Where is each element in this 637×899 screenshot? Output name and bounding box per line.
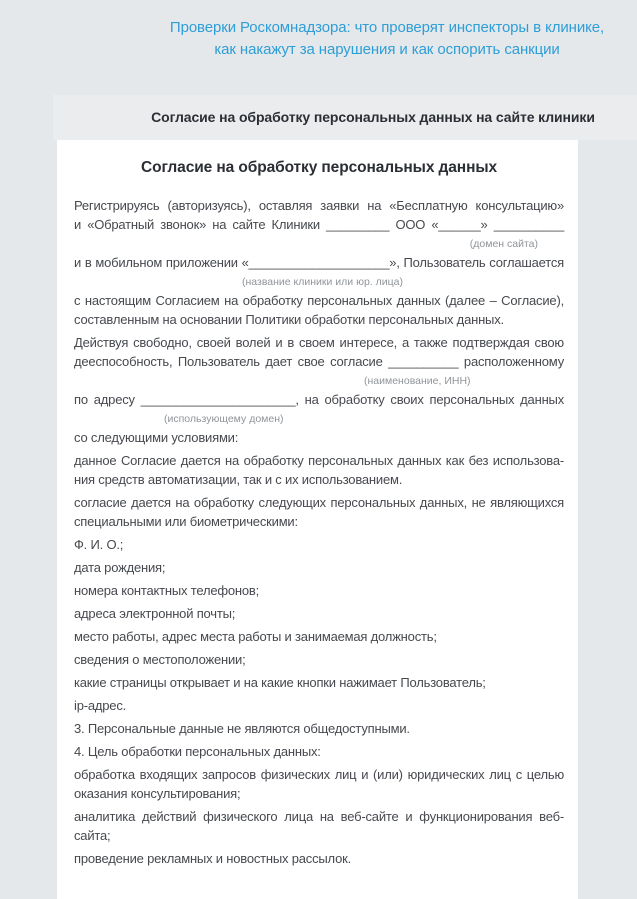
paragraph-address: по адресу ______________________, на обработку своих персональных данных <box>74 392 564 407</box>
document-title: Согласие на обработку персональных данных <box>141 159 497 176</box>
caption-site-domain: (домен сайта) <box>469 238 538 250</box>
paragraph-data-list-intro: согласие дается на обработку следующих персональных данных, не являющихся специальными или биометрическими: <box>74 495 564 529</box>
paragraph-item3: 3. Персональные данные не являются общедоступными. <box>74 721 410 736</box>
list-item-phones: номера контактных телефонов; <box>74 583 260 598</box>
paragraph-acting-freely: Действуя свободно, своей волей и в своем интересе, а также подтверждая свою дееспособность, Пользователь дает свое согласие __________ расположенному <box>74 335 564 369</box>
caption-clinic-name: (название клиники или юр. лица) <box>242 276 403 288</box>
paragraph-purpose-requests: обработка входящих запросов физических лиц и (или) юридических лиц с целью оказания консультирования; <box>74 767 564 801</box>
section-bar-title: Согласие на обработку персональных данных на сайте клиники <box>151 109 595 125</box>
list-item-ip: ip-адрес. <box>74 698 127 713</box>
list-item-fio: Ф. И. О.; <box>74 537 124 552</box>
document-body <box>57 140 578 868</box>
consent-document <box>57 140 578 899</box>
list-item-location: сведения о местоположении; <box>74 652 246 667</box>
paragraph-purpose-mailings: проведение рекламных и новостных рассылок. <box>74 851 352 866</box>
paragraph-automation: данное Согласие дается на обработку персональных данных как без использова- ния средств автоматизации, так и с их использованием. <box>74 453 564 487</box>
article-heading-line2: как накажут за нарушения и как оспорить санкции <box>214 41 560 58</box>
list-item-birth-date: дата рождения; <box>74 560 166 575</box>
caption-name-inn: (наименование, ИНН) <box>364 375 471 387</box>
paragraph-intro: Регистрируясь (авторизуясь), оставляя заявки на «Бесплатную консультацию» и «Обратный звонок» на сайте Клиники _________ ООО «______» __________ <box>74 198 564 232</box>
paragraph-agreement-basis: с настоящим Согласием на обработку персональных данных (далее – Согласие), составленным на основании Политики обработки персональных данных. <box>74 293 564 327</box>
paragraph-mobile-app: и в мобильном приложении «____________________», Пользователь соглашается <box>74 255 564 270</box>
paragraph-conditions-intro: со следующими условиями: <box>74 430 239 445</box>
paragraph-item4: 4. Цель обработки персональных данных: <box>74 744 321 759</box>
section-bar <box>53 95 637 140</box>
article-heading-line1: Проверки Роскомнадзора: что проверят инспекторы в клинике, <box>169 19 605 36</box>
list-item-emails: адреса электронной почты; <box>74 606 236 621</box>
paragraph-purpose-analytics: аналитика действий физического лица на веб-сайте и функционирования веб- сайта; <box>74 809 564 843</box>
list-item-pages-buttons: какие страницы открывает и на какие кнопки нажимает Пользователь; <box>74 675 486 690</box>
caption-using-domain: (использующему домен) <box>164 413 284 425</box>
list-item-work: место работы, адрес места работы и занимаемая должность; <box>74 629 437 644</box>
article-heading[interactable] <box>145 17 629 61</box>
